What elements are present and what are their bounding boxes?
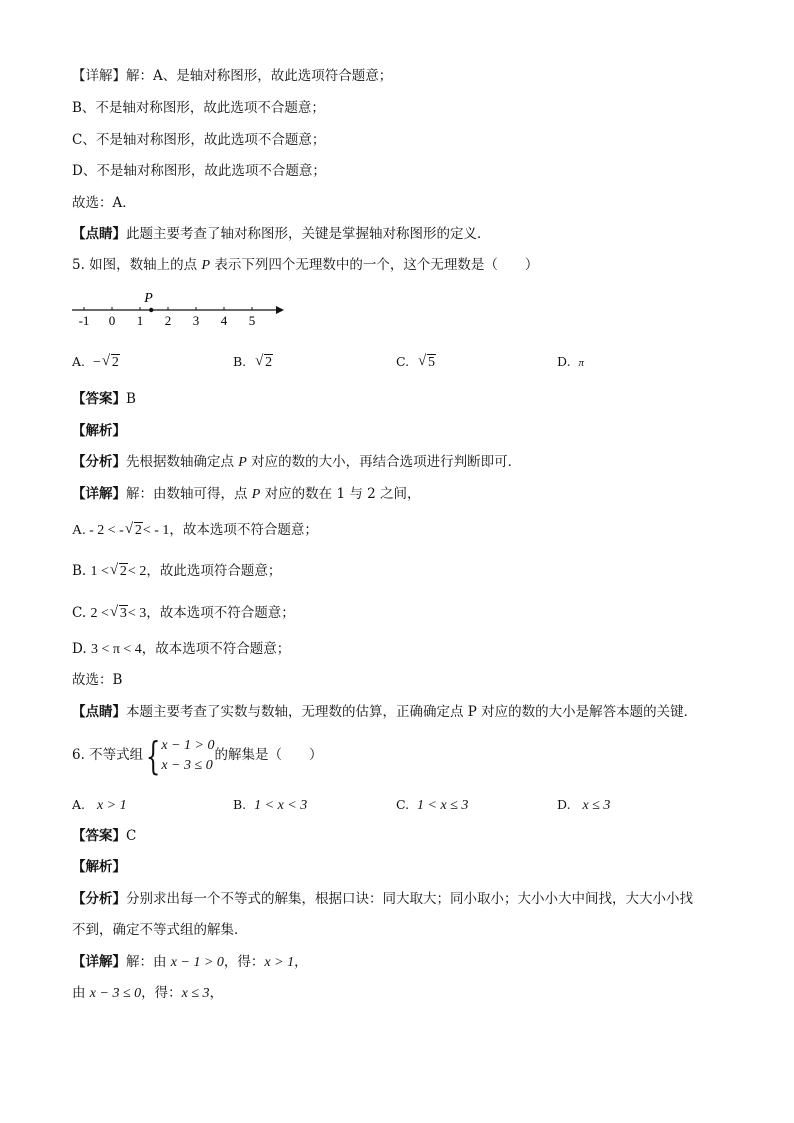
number-line-tick-label: 5 (248, 313, 256, 328)
number-line-tick-label: 1 (136, 313, 144, 328)
q6-xiangjie-1: 【详解】解：由 x − 1 > 0，得：x > 1， (72, 954, 308, 970)
number-line-tick-label: 0 (108, 313, 116, 328)
q6-option-b: B. 1 < x < 3 (233, 797, 308, 813)
detail-line-c: C、不是轴对称图形，故此选项不合题意； (72, 132, 326, 148)
q6-analysis-tag: 【解析】 (72, 859, 126, 875)
number-line-tick-label: 3 (192, 313, 200, 328)
comment-line (72, 224, 491, 244)
q5-analysis-tag: 【解析】 (72, 423, 126, 439)
number-line-tick-label: 4 (220, 313, 228, 328)
sqrt-symbol: √ 2 (255, 353, 273, 370)
q6-option-c: C. 1 < x ≤ 3 (396, 797, 469, 813)
q5-fenxi: 【分析】先根据数轴确定点 P 对应的数的大小，再结合选项进行判断即可． (72, 454, 522, 470)
comment-tag: 【点睛】 (72, 226, 126, 242)
q6-fenxi-1: 【分析】分别求出每一个不等式的解集，根据口诀：同大取大；同小取小；大小小大中间找，大大小小找 (72, 891, 693, 907)
detail-line-b: B、不是轴对称图形，故此选项不合题意； (72, 100, 325, 116)
q5-choose: 故选：B (72, 672, 123, 688)
sqrt-symbol: √ 5 (418, 353, 436, 370)
q5-stem: 5. 如图，数轴上的点 P 表示下列四个无理数中的一个，这个无理数是（ ） (72, 257, 539, 273)
q5-xiangjie: 【详解】解：由数轴可得，点 P 对应的数在 1 与 2 之间， (72, 486, 421, 502)
choose-line: 故选：A． (72, 195, 136, 211)
q5-option-b: B. √ 2 (233, 352, 273, 373)
q5-option-c: C. √ 5 (396, 352, 436, 373)
comment-text: 此题主要考查了轴对称图形，关键是掌握轴对称图形的定义． (126, 226, 491, 242)
q6-option-d: D. x ≤ 3 (557, 797, 611, 813)
q5-step-c: C. 2 < √ 3< 3，故本选项不符合题意； (72, 604, 295, 621)
inequality-system: x − 1 > 0 x − 3 ≤ 0 (161, 737, 215, 773)
q5-answer: 【答案】B (72, 391, 136, 407)
q6-fenxi-2: 不到，确定不等式组的解集． (72, 922, 248, 938)
number-line-tick-label: -1 (78, 313, 90, 328)
q6-stem: 6. 不等式组{ x − 1 > 0 x − 3 ≤ 0 的解集是（ ） (72, 733, 323, 778)
number-line (68, 284, 288, 330)
sqrt-symbol: √ 2 (101, 353, 119, 370)
q6-option-a: A. x > 1 (72, 797, 127, 813)
detail-line-a: 【详解】解：A、是轴对称图形，故此选项符合题意； (72, 68, 393, 84)
q5-option-d: D. π (557, 354, 585, 369)
left-brace: { (146, 733, 161, 778)
q5-dianjing: 【点睛】本题主要考查了实数与数轴，无理数的估算，正确确定点 P 对应的数的大小是解答本题的关键． (72, 704, 698, 720)
number-line-arrow (276, 306, 284, 314)
detail-line-d: D、不是轴对称图形，故此选项不合题意； (72, 163, 326, 179)
q5-option-a: A. − √ 2 (72, 352, 120, 373)
q5-step-a: A. - 2 < - √ 2< - 1，故本选项不符合题意； (72, 521, 318, 538)
q6-xiangjie-2: 由 x − 3 ≤ 0，得：x ≤ 3， (72, 985, 224, 1001)
point-p-marker (149, 308, 153, 312)
q6-answer: 【答案】C (72, 828, 137, 844)
point-p-label: P (144, 291, 153, 306)
q5-step-d: D. 3 < π < 4，故本选项不符合题意； (72, 641, 291, 657)
number-line-tick-label: 2 (164, 313, 172, 328)
q5-step-b: B. 1 < √ 2< 2，故此选项符合题意； (72, 562, 282, 579)
